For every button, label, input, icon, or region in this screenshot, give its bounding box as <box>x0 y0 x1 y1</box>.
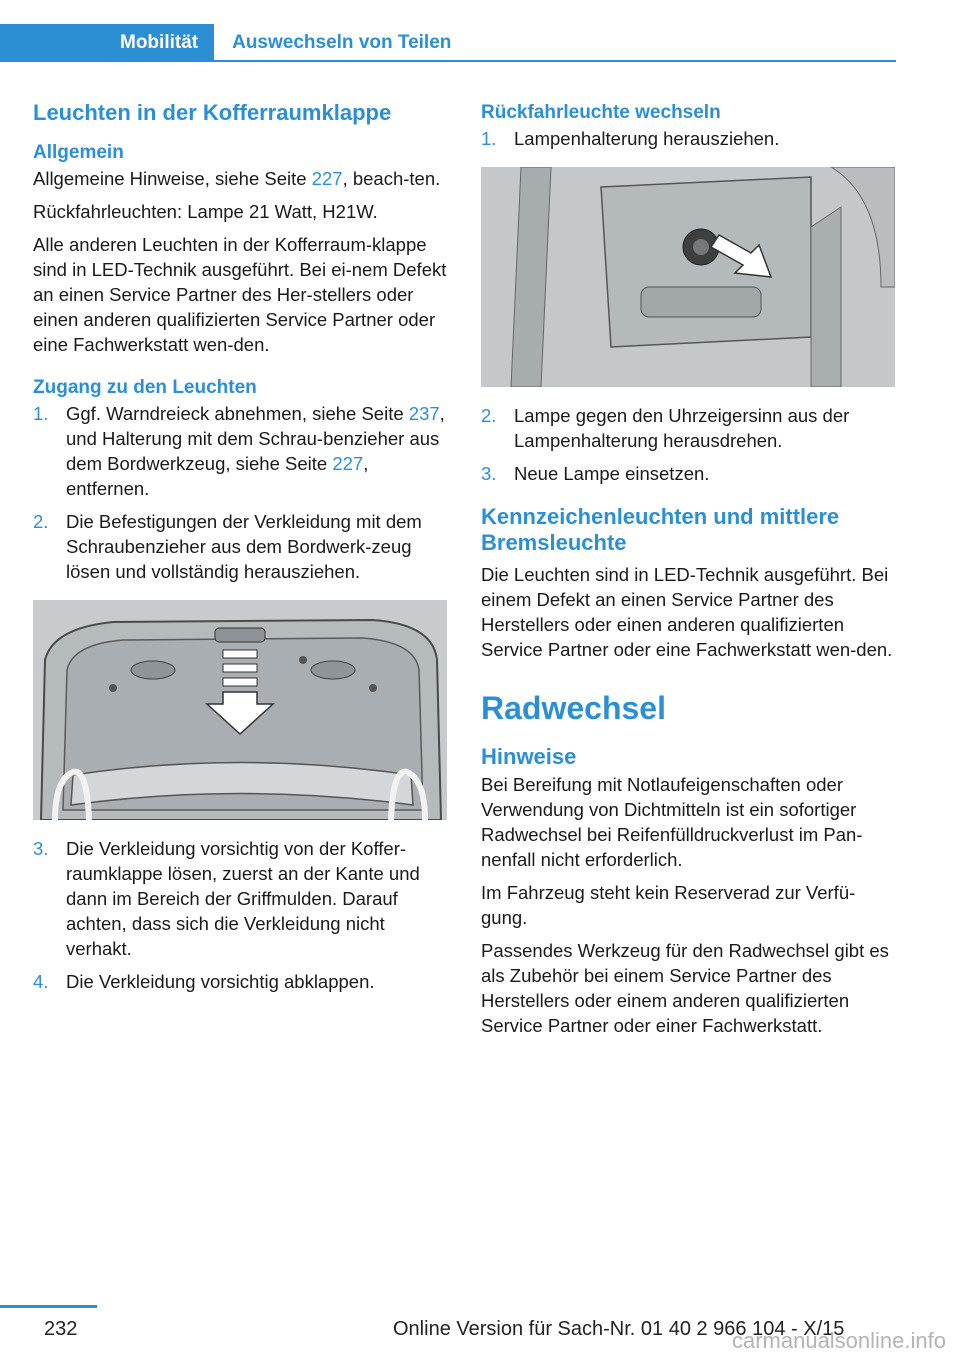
list-item <box>33 509 447 584</box>
paragraph-hinweise: Allgemeine Hinweise, siehe Seite 227, beach‐ten. <box>33 168 441 189</box>
step-number: 4. <box>33 971 49 992</box>
list-item <box>33 401 447 501</box>
heading-hinweise: Hinweise <box>481 744 577 769</box>
lamp-holder-illustration <box>481 167 895 387</box>
list-item <box>481 461 895 486</box>
steps-zugang-continued <box>33 836 447 994</box>
step-text: Die Verkleidung vorsichtig von der Koffer‐raumklappe lösen, zuerst an der Kante und dann im Bereich der Griffmulden. Darauf achten, dass sich die Verkleidung nicht verhakt. <box>66 838 420 959</box>
header-rule <box>0 60 896 62</box>
paragraph-kennzeichen: Die Leuchten sind in LED-Technik ausgeführt. Bei einem Defekt an einen Service Partner des Herstellers oder einen anderen qualifizierten Service Partner oder eine Fachwerkstatt wen‐den. <box>481 564 893 660</box>
paragraph-reserverad: Im Fahrzeug steht kein Reserverad zur Verfü‐gung. <box>481 882 856 928</box>
step-number: 2. <box>33 511 49 532</box>
step-number: 2. <box>481 405 497 426</box>
page-link-227[interactable]: 227 <box>311 168 343 189</box>
page-link-227[interactable]: 227 <box>332 453 364 474</box>
list-item <box>33 836 447 961</box>
page-link-237[interactable]: 237 <box>408 403 440 424</box>
heading-rueckfahrleuchte: Rückfahrleuchte wechseln <box>481 102 721 123</box>
paragraph-notlauf: Bei Bereifung mit Notlaufeigenschaften oder Verwendung von Dichtmitteln ist ein sofortiger Radwechsel bei Reifenfülldruckverlust im Pan‐nenfall nicht erforderlich. <box>481 774 863 870</box>
step-text: Ggf. Warndreieck abnehmen, siehe Seite 237, und Halterung mit dem Schrau‐benzieher aus dem Bordwerkzeug, siehe Seite 227, entfernen. <box>66 403 445 499</box>
step-text: Lampe gegen den Uhrzeigersinn aus der Lampenhalterung herausdrehen. <box>514 405 850 451</box>
heading-allgemein: Allgemein <box>33 142 124 163</box>
trunk-lid-illustration <box>33 600 447 820</box>
tab-auswechseln[interactable]: Auswechseln von Teilen <box>232 32 452 53</box>
step-text: Die Verkleidung vorsichtig abklappen. <box>66 971 375 992</box>
list-item <box>481 403 895 453</box>
left-column <box>33 100 447 1002</box>
step-number: 1. <box>33 403 49 424</box>
steps-rueckfahr <box>481 126 895 151</box>
step-number: 3. <box>481 463 497 484</box>
header-tabs <box>0 24 451 62</box>
paragraph-werkzeug: Passendes Werkzeug für den Radwechsel gibt es als Zubehör bei einem Service Partner des Herstellers oder einem anderen qualifizierten Service Partner oder einer Fachwerkstatt. <box>481 940 889 1036</box>
list-item <box>481 126 895 151</box>
tab-mobilitaet[interactable]: Mobilität <box>0 24 214 62</box>
steps-zugang <box>33 401 447 584</box>
right-column <box>481 100 895 1046</box>
online-version-text: Online Version für Sach-Nr. 01 40 2 966 104 - X/15 <box>393 1318 845 1340</box>
steps-rueckfahr-continued <box>481 403 895 486</box>
paragraph-led: Alle anderen Leuchten in der Kofferraum‐klappe sind in LED-Technik ausgeführt. Bei ei‐nem Defekt an einen Service Partner des Her‐stellers oder einen anderen qualifizierten Service Partner oder eine Fachwerkstatt wen‐den. <box>33 234 447 355</box>
section-title-leuchten: Leuchten in der Kofferraumklappe <box>33 100 392 125</box>
step-text: Lampenhalterung herausziehen. <box>514 128 780 149</box>
chapter-title-radwechsel: Radwechsel <box>481 690 666 726</box>
page-number: 232 <box>44 1318 78 1340</box>
step-number: 1. <box>481 128 497 149</box>
step-text: Neue Lampe einsetzen. <box>514 463 710 484</box>
footer-rule <box>0 1305 97 1308</box>
heading-zugang: Zugang zu den Leuchten <box>33 377 257 398</box>
step-text: Die Befestigungen der Verkleidung mit dem Schraubenzieher aus dem Bordwerk‐zeug lösen und vollständig herausziehen. <box>66 511 422 582</box>
heading-kennzeichenleuchten: Kennzeichenleuchten und mittlere Bremsleuchte <box>481 504 840 555</box>
paragraph-rueckfahrleuchten: Rückfahrleuchten: Lampe 21 Watt, H21W. <box>33 201 378 222</box>
list-item <box>33 969 447 994</box>
watermark: carmanualsonline.info <box>731 1328 946 1353</box>
step-number: 3. <box>33 838 49 859</box>
